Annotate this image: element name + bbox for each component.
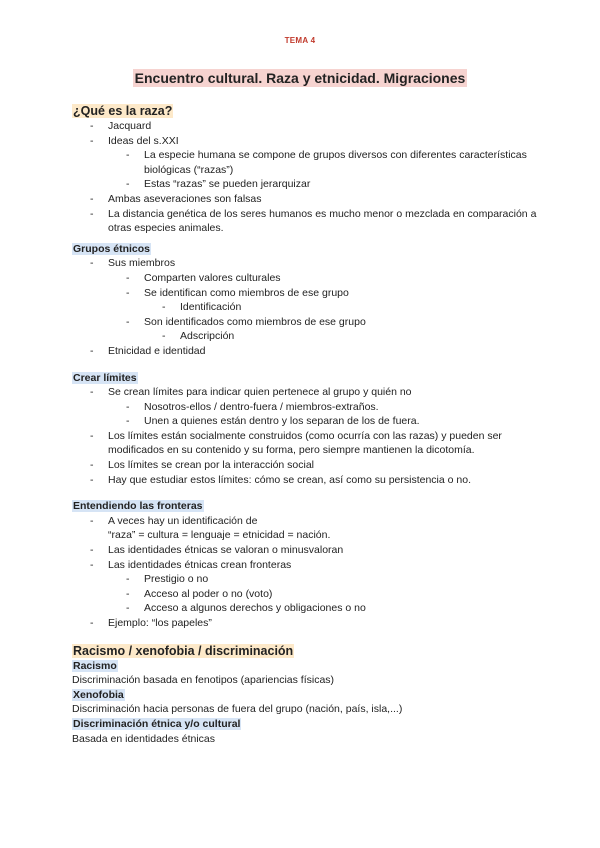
list-item: - Acceso al poder o no (voto) [144, 587, 542, 602]
list-item: - Hay que estudiar estos límites: cómo se crean, así como su persistencia o no. [108, 473, 542, 488]
section-heading-raza: ¿Qué es la raza? [73, 104, 173, 118]
list-item: - Ejemplo: “los papeles” [108, 616, 542, 631]
list-item: - Nosotros-ellos / dentro-fuera / miembros-extraños. [144, 400, 542, 415]
list-item: - Se identifican como miembros de ese grupo [144, 286, 542, 301]
list-item: - Los límites están socialmente construidos (como ocurría con las razas) y pueden ser modificados en su contenido y su forma, pero siempre mantienen la dicotomía. [108, 429, 542, 458]
list-item: - Identificación [180, 300, 542, 315]
list-item: - Las identidades étnicas crean fronteras [108, 558, 542, 573]
list-item: - La especie humana se compone de grupos diversos con diferentes características biológicas (“razas”) [144, 148, 542, 177]
list-item: - La distancia genética de los seres humanos es mucho menor o mezclada en comparación a otras especies animales. [108, 207, 542, 236]
list-item: - Etnicidad e identidad [108, 344, 542, 359]
topic-label: TEMA 4 [284, 36, 316, 45]
definition-text: Discriminación basada en fenotipos (apariencias físicas) [72, 674, 335, 687]
section-heading-racismo: Racismo / xenofobia / discriminación [73, 643, 294, 658]
definition-text: Basada en identidades étnicas [72, 732, 216, 745]
subheading-xenofobia: Xenofobia [73, 688, 124, 701]
subheading-racismo: Racismo [73, 659, 117, 672]
list-item-continuation: “raza” = cultura = lenguaje = etnicidad = nación. [108, 529, 331, 542]
list-item: - Comparten valores culturales [144, 271, 542, 286]
list-item: - Estas “razas” se pueden jerarquizar [144, 177, 542, 192]
list-item: - Ambas aseveraciones son falsas [108, 192, 542, 207]
list-item: - Los límites se crean por la interacción social [108, 458, 542, 473]
document-body [72, 103, 542, 746]
list-item: - Acceso a algunos derechos y obligaciones o no [144, 601, 542, 616]
page-title-text: Encuentro cultural. Raza y etnicidad. Migraciones [134, 70, 466, 86]
list-item: - Sus miembros [108, 256, 542, 271]
list-item: - Unen a quienes están dentro y los separan de los de fuera. [144, 414, 542, 429]
page-title [0, 70, 600, 88]
list-item: - Son identificados como miembros de ese grupo [144, 315, 542, 330]
list-item: - Las identidades étnicas se valoran o minusvaloran [108, 543, 542, 558]
list-item: - Prestigio o no [144, 572, 542, 587]
section-heading-limites: Crear límites [73, 371, 137, 384]
list-item: - Se crean límites para indicar quien pertenece al grupo y quién no [108, 385, 542, 400]
section-heading-fronteras: Entendiendo las fronteras [73, 500, 203, 513]
list-item: - A veces hay un identificación de [108, 514, 542, 529]
definition-text: Discriminación hacia personas de fuera del grupo (nación, país, isla,...) [72, 703, 403, 716]
section-heading-grupos: Grupos étnicos [73, 242, 151, 255]
subheading-discriminacion: Discriminación étnica y/o cultural [73, 717, 241, 730]
list-item: - Adscripción [180, 329, 542, 344]
list-item: - Ideas del s.XXI [108, 134, 542, 149]
list-item: - Jacquard [108, 119, 542, 134]
